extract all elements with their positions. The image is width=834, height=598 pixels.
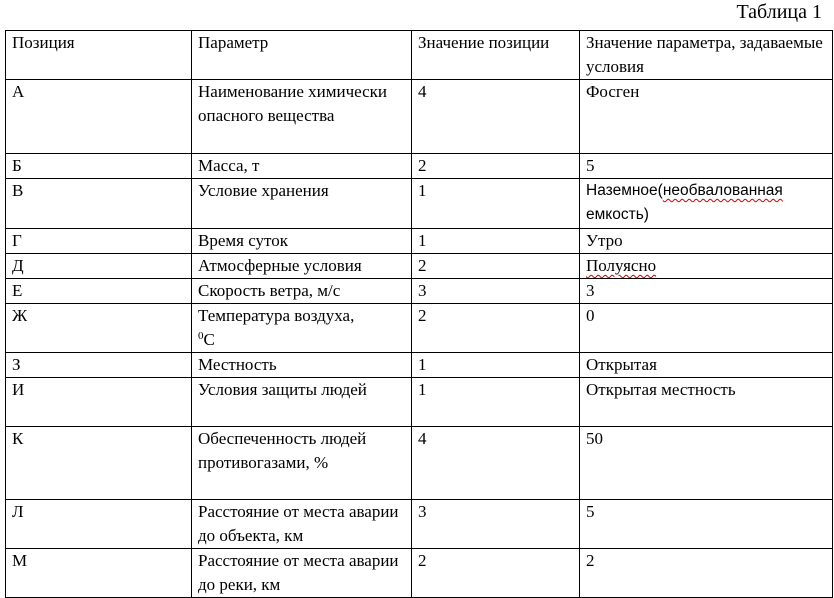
table-row: [6, 254, 833, 279]
cell-condition: 50: [580, 427, 833, 500]
condition-text-part: емкость): [586, 206, 649, 223]
cell-position: В: [6, 179, 192, 229]
cell-condition: 5: [580, 500, 833, 549]
cell-position: З: [6, 353, 192, 378]
cell-position: Г: [6, 229, 192, 254]
condition-text-part: Наземное(: [586, 182, 663, 199]
cell-position: Б: [6, 154, 192, 179]
parameter-unit: С: [203, 330, 215, 349]
table-row: [6, 549, 833, 598]
cell-position-value: 1: [412, 229, 580, 254]
cell-position-value: 4: [412, 427, 580, 500]
cell-condition: Фосген: [580, 80, 833, 154]
table-caption: Таблица 1: [736, 1, 822, 23]
cell-position: Е: [6, 279, 192, 304]
table-row: [6, 500, 833, 549]
cell-parameter: Скорость ветра, м/с: [192, 279, 412, 304]
cell-parameter: Обеспеченность людей противогазами, %: [192, 427, 412, 500]
table-row: [6, 229, 833, 254]
table-row: [6, 80, 833, 154]
cell-parameter: Время суток: [192, 229, 412, 254]
cell-parameter: Условия защиты людей: [192, 378, 412, 427]
table-row: [6, 353, 833, 378]
table-row: [6, 378, 833, 427]
cell-position-value: 2: [412, 304, 580, 353]
table-row: [6, 179, 833, 229]
cell-position: Л: [6, 500, 192, 549]
cell-condition: [580, 179, 833, 229]
cell-parameter: Расстояние от места аварии до объекта, км: [192, 500, 412, 549]
cell-position-value: 3: [412, 500, 580, 549]
cell-parameter: Местность: [192, 353, 412, 378]
cell-condition: Открытая: [580, 353, 833, 378]
header-parameter-value: Значение параметра, задаваемые условия: [580, 31, 833, 80]
cell-position-value: 1: [412, 353, 580, 378]
cell-parameter: Наименование химически опасного вещества: [192, 80, 412, 154]
cell-condition: 2: [580, 549, 833, 598]
header-position-value: Значение позиции: [412, 31, 580, 80]
cell-condition: Утро: [580, 229, 833, 254]
table-row: [6, 427, 833, 500]
cell-position-value: 4: [412, 80, 580, 154]
cell-position-value: 2: [412, 549, 580, 598]
table-header-row: [6, 31, 833, 80]
header-parameter: Параметр: [192, 31, 412, 80]
degree-superscript: 0: [198, 330, 204, 342]
cell-position-value: 1: [412, 378, 580, 427]
cell-position-value: 2: [412, 154, 580, 179]
parameters-table: [5, 30, 833, 598]
cell-parameter: Масса, т: [192, 154, 412, 179]
cell-position: Ж: [6, 304, 192, 353]
cell-parameter: Расстояние от места аварии до реки, км: [192, 549, 412, 598]
cell-position: А: [6, 80, 192, 154]
cell-position: М: [6, 549, 192, 598]
header-position: Позиция: [6, 31, 192, 80]
spellcheck-word: Полуясно: [586, 256, 657, 275]
cell-parameter: [192, 304, 412, 353]
cell-position: И: [6, 378, 192, 427]
cell-position-value: 3: [412, 279, 580, 304]
cell-position: К: [6, 427, 192, 500]
table-row: [6, 279, 833, 304]
cell-condition: 0: [580, 304, 833, 353]
cell-parameter: Условие хранения: [192, 179, 412, 229]
table-row: [6, 304, 833, 353]
cell-position: Д: [6, 254, 192, 279]
cell-condition: [580, 254, 833, 279]
parameter-text: Температура воздуха,: [198, 306, 355, 325]
cell-position-value: 2: [412, 254, 580, 279]
cell-condition: 3: [580, 279, 833, 304]
table-row: [6, 154, 833, 179]
cell-condition: 5: [580, 154, 833, 179]
spellcheck-word: необвалованная: [662, 182, 783, 199]
cell-position-value: 1: [412, 179, 580, 229]
cell-parameter: Атмосферные условия: [192, 254, 412, 279]
cell-condition: Открытая местность: [580, 378, 833, 427]
